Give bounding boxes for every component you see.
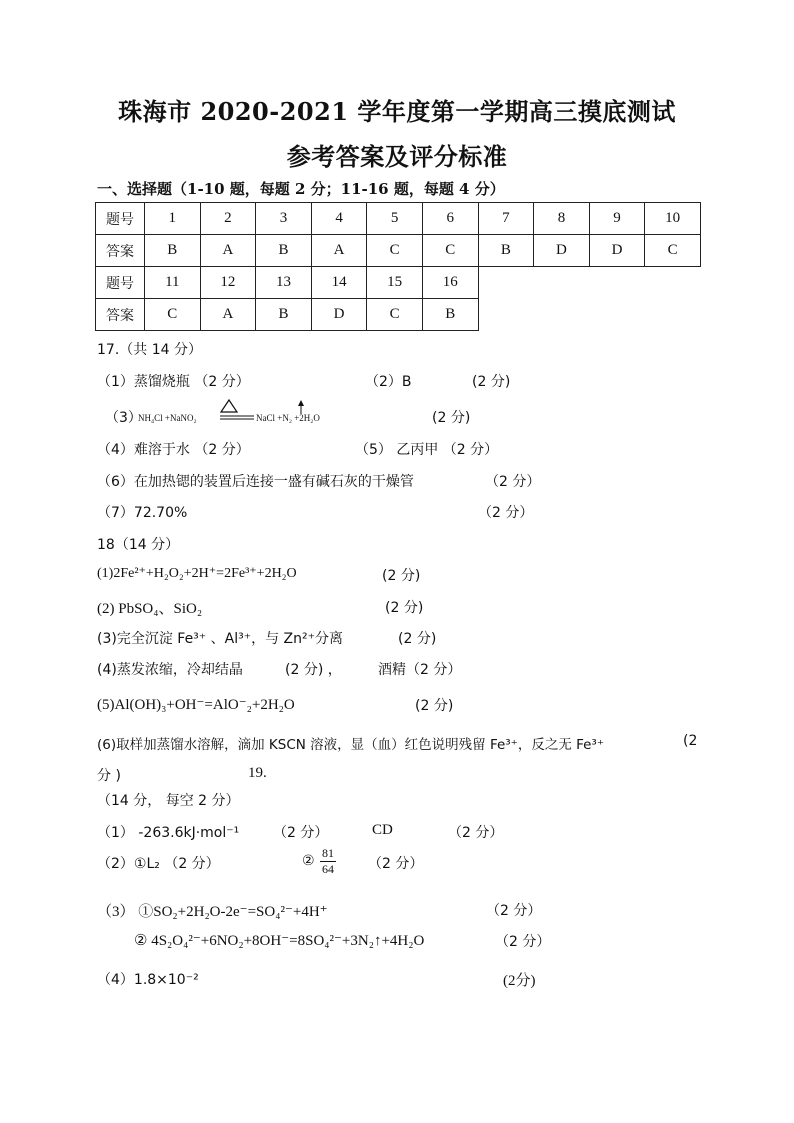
table-cell: 13 xyxy=(256,267,312,299)
q17-answer-2-score: (2 分) xyxy=(472,374,511,390)
q17-answer-7-score: （2 分） xyxy=(478,505,534,521)
q18-answer-1: (1)2Fe²⁺+H₂O₂+2H⁺=2Fe³⁺+2H₂O xyxy=(97,566,297,581)
table-cell-label: 答案 xyxy=(96,235,145,267)
table-cell: 3 xyxy=(256,203,312,235)
table-blank xyxy=(478,267,700,299)
q19-answer-3a: （3） ①SO₂+2H₂O-2e⁻=SO₄²⁻+4H⁺ xyxy=(97,904,328,920)
table-cell: D xyxy=(534,235,590,267)
q18-answer-3: (3)完全沉淀 Fe³⁺ 、Al³⁺，与 Zn²⁺分离 xyxy=(97,631,344,647)
table-cell: A xyxy=(200,299,256,331)
section-choice-heading: 一、选择题（1-10 题，每题 2 分；11-16 题，每题 4 分） xyxy=(97,180,505,198)
table-row-questions-2 xyxy=(96,267,701,299)
table-cell: C xyxy=(367,299,423,331)
answer-table xyxy=(95,202,701,331)
q18-answer-5-score: (2 分) xyxy=(415,698,454,714)
page-subtitle: 参考答案及评分标准 xyxy=(286,142,508,171)
q18-answer-6-score: (2 xyxy=(683,733,698,749)
table-cell: 8 xyxy=(534,203,590,235)
q19-answer-2: （2）①L₂ （2 分） xyxy=(97,856,220,872)
q18-answer-6-score-cont: 分 ) xyxy=(97,768,121,784)
q19-answer-1-score: （2 分） xyxy=(273,825,329,841)
q18-answer-5: (5)Al(OH)₃+OH⁻=AlO⁻₂+2H₂O xyxy=(97,697,295,713)
q17-answer-1: （1）蒸馏烧瓶 （2 分） xyxy=(97,374,250,390)
table-cell: A xyxy=(311,235,367,267)
table-cell: A xyxy=(200,235,256,267)
page-title: 珠海市 2020-2021 学年度第一学期高三摸底测试 xyxy=(118,97,676,126)
q17-answer-3-label: （3） xyxy=(105,410,142,426)
table-cell: B xyxy=(422,299,478,331)
q18-heading: 18（14 分） xyxy=(97,537,180,553)
table-cell: D xyxy=(589,235,645,267)
gas-arrow-icon xyxy=(298,400,304,414)
q17-answer-6-score: （2 分） xyxy=(485,474,541,490)
table-row-answers-1 xyxy=(96,235,701,267)
q17-answer-3-score: (2 分) xyxy=(432,410,471,426)
q18-answer-2-score: (2 分) xyxy=(385,600,424,616)
table-cell: 6 xyxy=(422,203,478,235)
table-cell: 14 xyxy=(311,267,367,299)
table-cell: 10 xyxy=(645,203,701,235)
q18-answer-4-solvent: 酒精（2 分） xyxy=(378,662,462,678)
table-cell: 7 xyxy=(478,203,534,235)
table-cell-label: 答案 xyxy=(96,299,145,331)
q18-answer-6: (6)取样加蒸馏水溶解，滴加 KSCN 溶液，显（血）红色说明残留 Fe³⁺，反之无 Fe³⁺ xyxy=(97,737,604,753)
q18-answer-3-score: (2 分) xyxy=(398,631,437,647)
table-cell: 15 xyxy=(367,267,423,299)
q17-answer-5: （5） 乙丙甲 （2 分） xyxy=(355,442,499,458)
table-cell: 12 xyxy=(200,267,256,299)
table-cell: 11 xyxy=(145,267,201,299)
table-cell: D xyxy=(311,299,367,331)
q18-answer-4: (4)蒸发浓缩，冷却结晶 xyxy=(97,662,243,678)
fraction-numerator: 81 xyxy=(322,846,334,860)
q19-heading: （14 分， 每空 2 分） xyxy=(97,793,240,809)
q19-answer-3b: ② 4S₂O₄²⁻+6NO₂+8OH⁻=8SO₄²⁻+3N₂↑+4H₂O xyxy=(134,933,425,949)
table-cell: B xyxy=(145,235,201,267)
q18-answer-4-score: (2 分) ， xyxy=(285,662,342,678)
q19-answer-2b-score: （2 分） xyxy=(368,856,424,872)
q19-answer-3b-score: （2 分） xyxy=(495,934,551,950)
table-row-questions-1 xyxy=(96,203,701,235)
table-row-answers-2 xyxy=(96,299,701,331)
q17-answer-7: （7）72.70% xyxy=(97,505,188,521)
q17-equation-products: NaCl +N₂ +2H₂O xyxy=(256,413,320,423)
q19-answer-1b: CD xyxy=(372,822,393,838)
table-cell: B xyxy=(478,235,534,267)
table-cell: C xyxy=(645,235,701,267)
q17-answer-6: （6）在加热锶的装置后连接一盛有碱石灰的干燥管 xyxy=(97,474,414,490)
q19-answer-1b-score: （2 分） xyxy=(448,825,504,841)
table-cell: 4 xyxy=(311,203,367,235)
table-cell: 5 xyxy=(367,203,423,235)
q19-answer-1: （1） -263.6kJ·mol⁻¹ xyxy=(97,825,240,841)
heating-equals-icon xyxy=(220,398,254,424)
table-cell: C xyxy=(367,235,423,267)
q19-answer-4-score: (2分) xyxy=(503,973,536,989)
table-cell: 2 xyxy=(200,203,256,235)
table-cell: C xyxy=(145,299,201,331)
table-cell: 9 xyxy=(589,203,645,235)
q18-answer-2: (2) PbSO₄、SiO₂ xyxy=(97,601,203,617)
q19-number: 19. xyxy=(248,765,267,781)
q17-answer-4: （4）难溶于水 （2 分） xyxy=(97,442,250,458)
q19-answer-2b-fraction xyxy=(320,846,336,877)
q17-answer-2: （2）B xyxy=(365,374,412,390)
q19-answer-2b-label: ② xyxy=(302,853,315,869)
fraction-denominator: 64 xyxy=(322,862,334,876)
table-cell-label: 题号 xyxy=(96,267,145,299)
table-cell-label: 题号 xyxy=(96,203,145,235)
q17-heading: 17.（共 14 分） xyxy=(97,342,202,358)
q18-answer-1-score: (2 分) xyxy=(382,568,421,584)
table-cell: B xyxy=(256,235,312,267)
table-cell: B xyxy=(256,299,312,331)
table-cell: C xyxy=(422,235,478,267)
q17-equation-reactants: NH₄Cl +NaNO₂ xyxy=(138,413,197,423)
table-cell: 16 xyxy=(422,267,478,299)
table-cell: 1 xyxy=(145,203,201,235)
table-blank xyxy=(478,299,700,331)
q19-answer-3a-score: （2 分） xyxy=(486,903,542,919)
q19-answer-4: （4）1.8×10⁻² xyxy=(97,972,199,988)
